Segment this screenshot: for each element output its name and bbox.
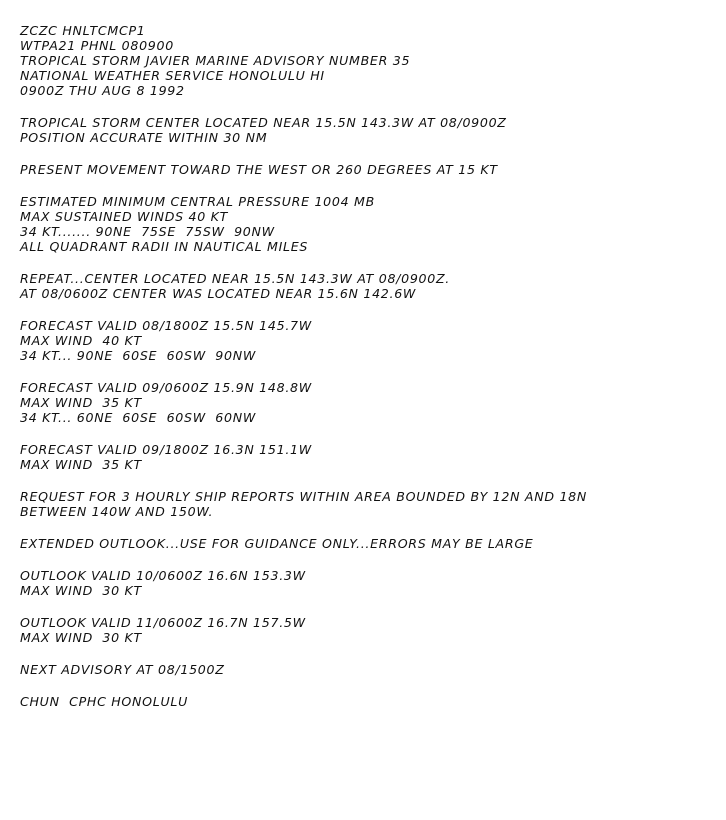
paragraph-spacer (20, 301, 720, 318)
advisory-paragraph (20, 271, 720, 301)
paragraph-spacer (20, 145, 720, 162)
advisory-text-line: TROPICAL STORM JAVIER MARINE ADVISORY NUMBER 35 (20, 53, 411, 68)
advisory-text-line: MAX WIND 35 KT (20, 395, 142, 410)
advisory-text-line: MAX WIND 30 KT (20, 583, 142, 598)
advisory-paragraph (20, 194, 720, 254)
paragraph-spacer (20, 177, 720, 194)
paragraph-spacer (20, 363, 720, 380)
advisory-document (20, 23, 720, 709)
advisory-text-line: 34 KT....... 90NE 75SE 75SW 90NW (20, 224, 275, 239)
advisory-text-line: ESTIMATED MINIMUM CENTRAL PRESSURE 1004 MB (20, 194, 375, 209)
advisory-text-line: FORECAST VALID 09/0600Z 15.9N 148.8W (20, 380, 312, 395)
advisory-paragraph (20, 694, 720, 709)
advisory-text-line: ZCZC HNLTCMCP1 (20, 23, 146, 38)
advisory-paragraph (20, 489, 720, 519)
advisory-text-line: PRESENT MOVEMENT TOWARD THE WEST OR 260 DEGREES AT 15 KT (20, 162, 498, 177)
advisory-text-line: MAX SUSTAINED WINDS 40 KT (20, 209, 229, 224)
advisory-text-line: MAX WIND 40 KT (20, 333, 142, 348)
advisory-text-line: 34 KT... 90NE 60SE 60SW 90NW (20, 348, 256, 363)
advisory-paragraph (20, 380, 720, 425)
paragraph-spacer (20, 645, 720, 662)
advisory-text-line: OUTLOOK VALID 11/0600Z 16.7N 157.5W (20, 615, 306, 630)
advisory-text-line: NEXT ADVISORY AT 08/1500Z (20, 662, 225, 677)
advisory-paragraph (20, 442, 720, 472)
advisory-text-line: TROPICAL STORM CENTER LOCATED NEAR 15.5N 143.3W AT 08/0900Z (20, 115, 507, 130)
advisory-text-line: FORECAST VALID 09/1800Z 16.3N 151.1W (20, 442, 312, 457)
paragraph-spacer (20, 425, 720, 442)
advisory-paragraph (20, 162, 720, 177)
advisory-text-line: REPEAT...CENTER LOCATED NEAR 15.5N 143.3W AT 08/0900Z. (20, 271, 450, 286)
advisory-text-line: POSITION ACCURATE WITHIN 30 NM (20, 130, 268, 145)
advisory-text-line: 0900Z THU AUG 8 1992 (20, 83, 185, 98)
advisory-text-line: BETWEEN 140W AND 150W. (20, 504, 214, 519)
paragraph-spacer (20, 677, 720, 694)
advisory-text-line: MAX WIND 30 KT (20, 630, 142, 645)
advisory-text-line: EXTENDED OUTLOOK...USE FOR GUIDANCE ONLY...ERRORS MAY BE LARGE (20, 536, 534, 551)
advisory-text-line: OUTLOOK VALID 10/0600Z 16.6N 153.3W (20, 568, 306, 583)
advisory-text-line: MAX WIND 35 KT (20, 457, 142, 472)
paragraph-spacer (20, 519, 720, 536)
advisory-text-line: WTPA21 PHNL 080900 (20, 38, 174, 53)
advisory-paragraph (20, 536, 720, 551)
paragraph-spacer (20, 98, 720, 115)
advisory-paragraph (20, 568, 720, 598)
advisory-text-line: NATIONAL WEATHER SERVICE HONOLULU HI (20, 68, 325, 83)
advisory-text-line: ALL QUADRANT RADII IN NAUTICAL MILES (20, 239, 309, 254)
paragraph-spacer (20, 472, 720, 489)
advisory-text-line: AT 08/0600Z CENTER WAS LOCATED NEAR 15.6N 142.6W (20, 286, 417, 301)
advisory-paragraph (20, 318, 720, 363)
advisory-text-line: REQUEST FOR 3 HOURLY SHIP REPORTS WITHIN AREA BOUNDED BY 12N AND 18N (20, 489, 587, 504)
advisory-paragraph (20, 23, 720, 98)
advisory-paragraph (20, 615, 720, 645)
advisory-text-line: 34 KT... 60NE 60SE 60SW 60NW (20, 410, 256, 425)
paragraph-spacer (20, 551, 720, 568)
advisory-paragraph (20, 662, 720, 677)
paragraph-spacer (20, 598, 720, 615)
advisory-text-line: FORECAST VALID 08/1800Z 15.5N 145.7W (20, 318, 312, 333)
paragraph-spacer (20, 254, 720, 271)
advisory-text-line: CHUN CPHC HONOLULU (20, 694, 189, 709)
advisory-paragraph (20, 115, 720, 145)
